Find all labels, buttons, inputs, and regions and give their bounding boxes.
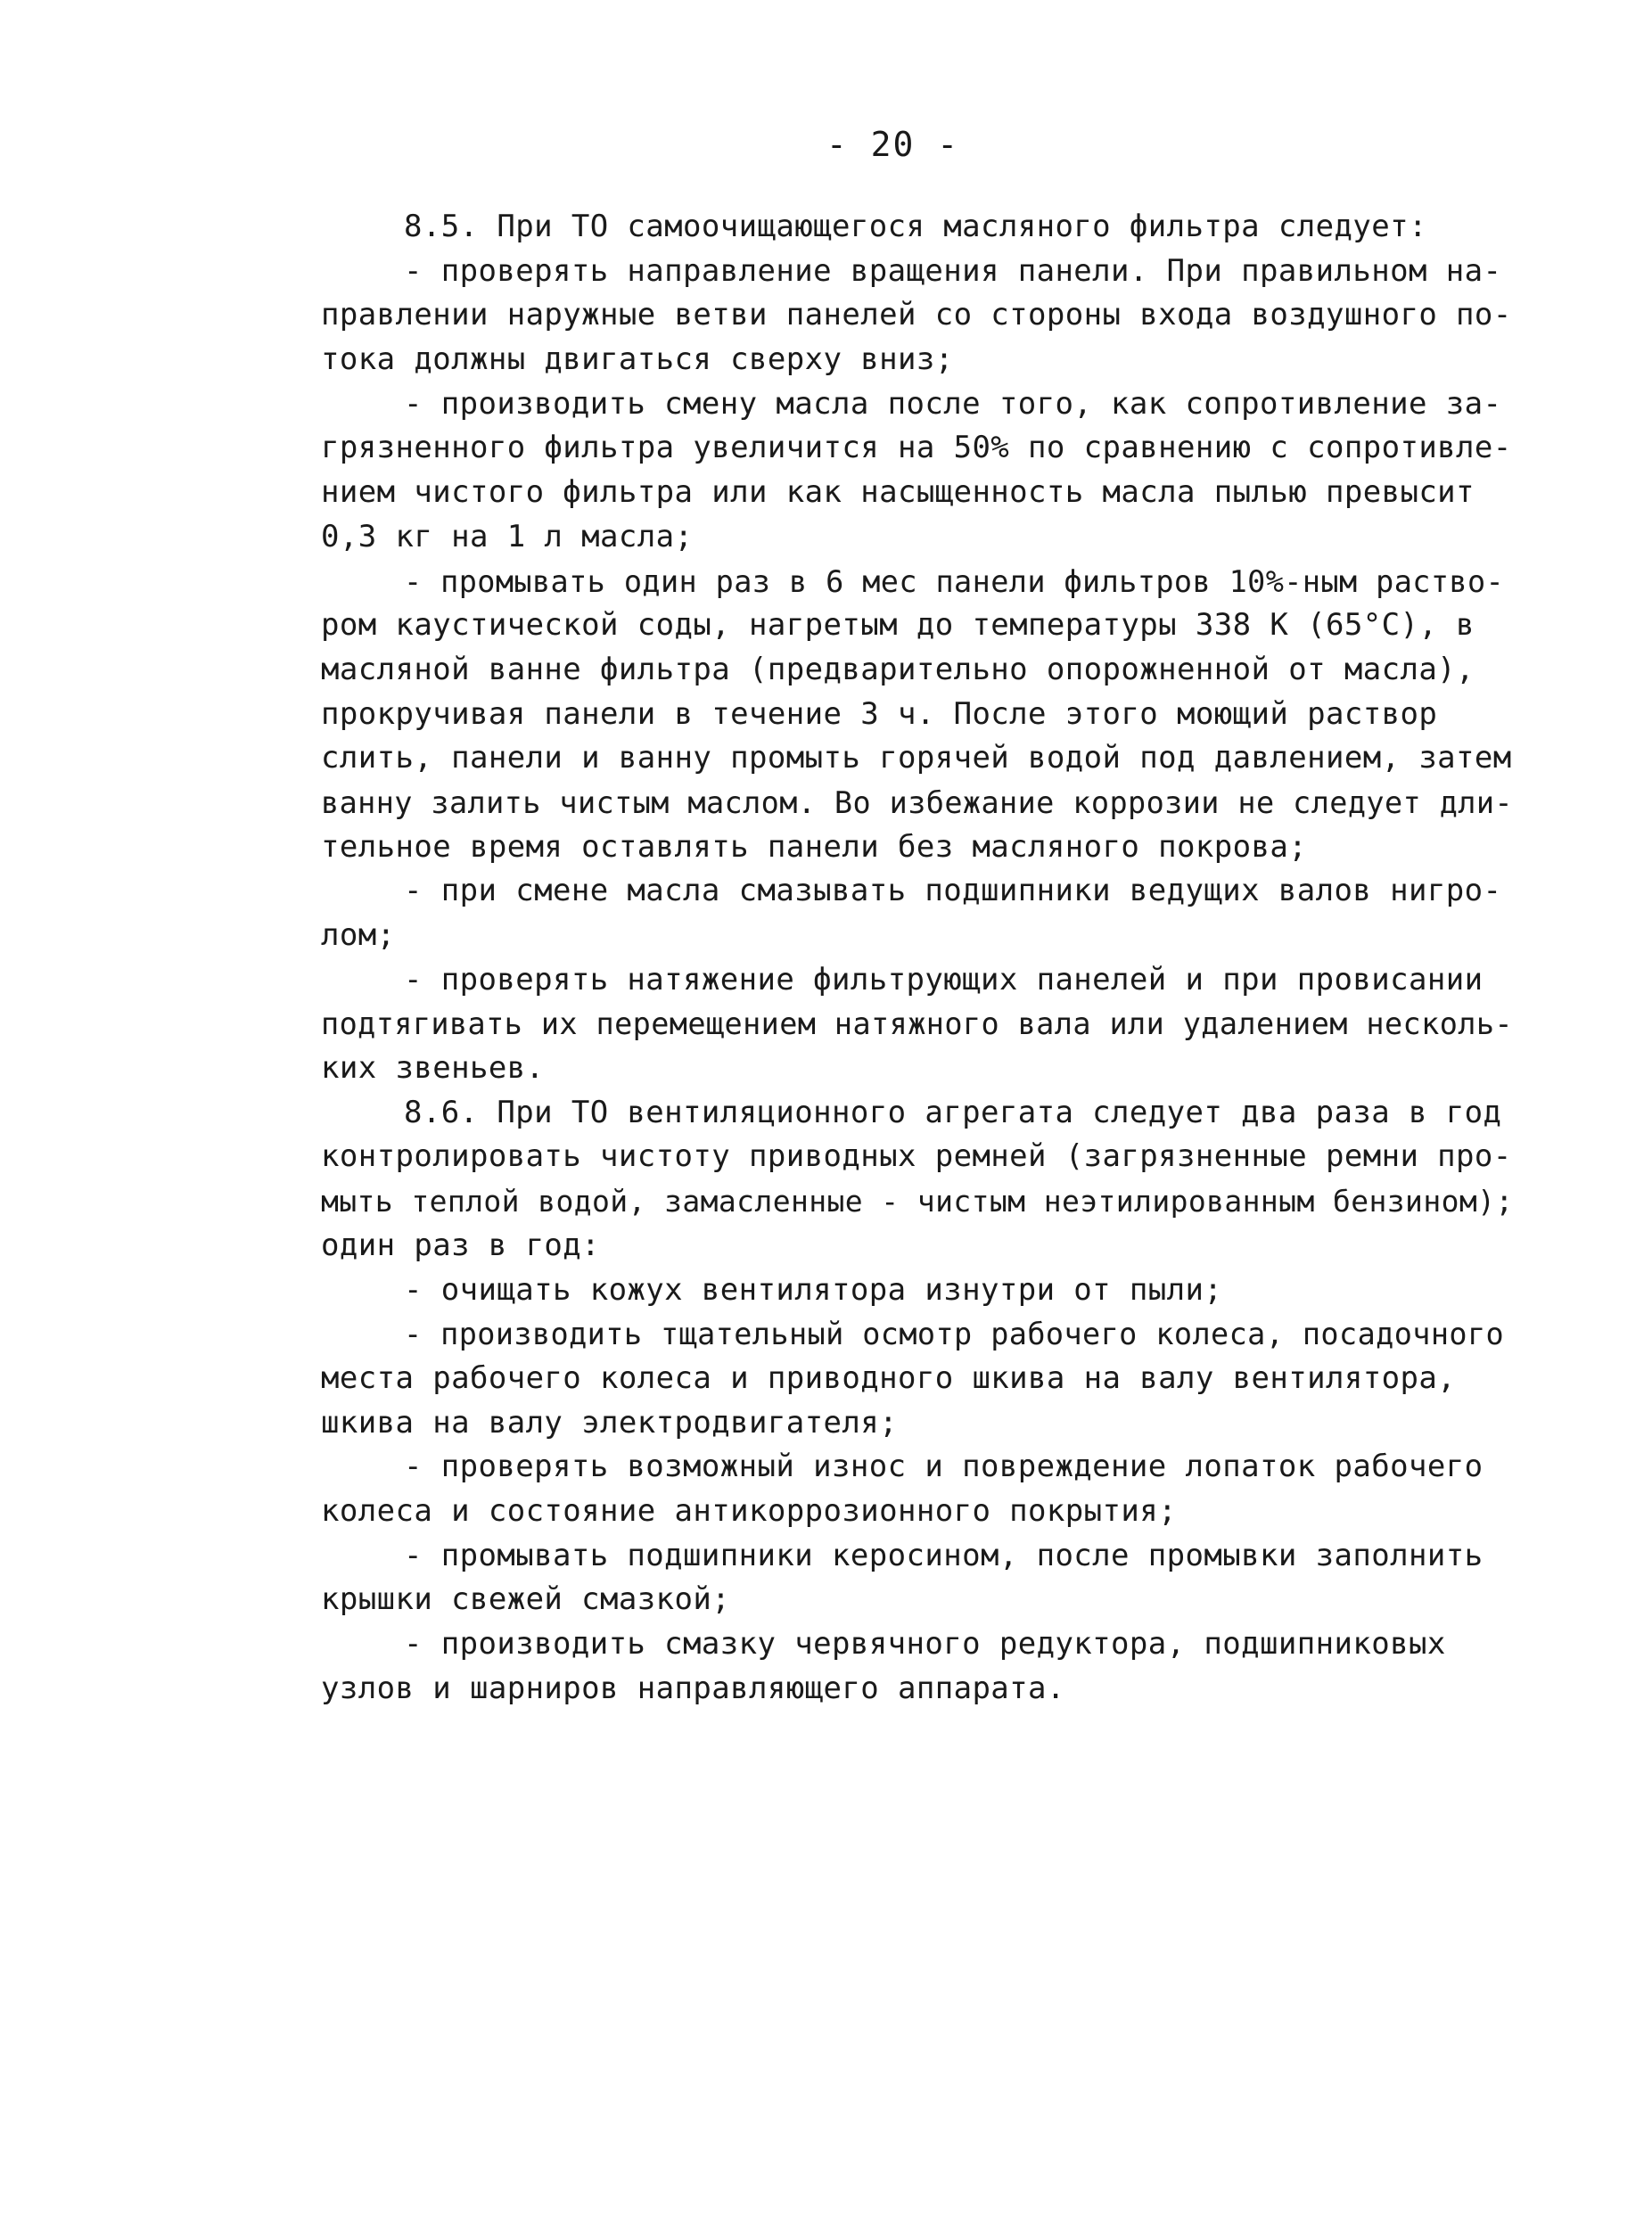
text-line: ванну залить чистым маслом. Во избежание коррозии не следует дли- [321,784,1513,820]
text-line: - производить смену масла после того, как сопротивление за- [404,385,1502,422]
text-line: колеса и состояние антикоррозионного покрытия; [321,1492,1178,1529]
text-line: 8.5. При ТО самоочищающегося масляного фильтра следует: [404,209,1427,244]
text-line: - промывать один раз в 6 мес панели фильтров 10%-ным раство- [404,563,1505,599]
text-line: один раз в год: [321,1227,601,1263]
text-line: контролировать чистоту приводных ремней (загрязненные ремни про- [321,1138,1512,1175]
text-line: правлении наружные ветви панелей со стороны входа воздушного по- [321,297,1512,333]
text-line: лом; [321,917,396,953]
text-line: слить, панели и ванну промыть горячей водой под давлением, затем [321,740,1512,776]
text-line: тельное время оставлять панели без масляного покрова; [321,828,1308,865]
text-line: - производить смазку червячного редуктора, подшипниковых [404,1626,1446,1662]
text-line: - производить тщательный осмотр рабочего колеса, посадочного [404,1317,1505,1352]
text-line: - проверять возможный износ и повреждение лопаток рабочего [404,1449,1484,1485]
text-line: нием чистого фильтра или как насыщенность масла пылью превысит [321,474,1475,511]
text-line: - проверять направление вращения панели. При правильном на- [404,252,1502,289]
text-line: масляной ванне фильтра (предварительно опорожненной от масла), [321,651,1475,687]
text-line: ром каустической соды, нагретым до температуры 338 К (65°С), в [321,607,1475,644]
text-line: шкива на валу электродвигателя; [321,1404,898,1441]
page-number: - 20 - [826,125,960,164]
text-line: мыть теплой водой, замасленные - чистым неэтилированным бензином); [321,1184,1514,1219]
text-line: - при смене масла смазывать подшипники ведущих валов нигро- [404,873,1502,909]
text-line: подтягивать их перемещением натяжного вала или удалением несколь- [321,1006,1513,1042]
text-line: - проверять натяжение фильтрующих панелей и при провисании [404,961,1484,998]
text-line: грязненного фильтра увеличится на 50% по сравнению с сопротивле- [321,430,1512,466]
text-line: места рабочего колеса и приводного шкива на валу вентилятора, [321,1359,1457,1396]
text-line: узлов и шарниров направляющего аппарата. [321,1670,1065,1706]
text-line: - промывать подшипники керосином, после промывки заполнить [404,1537,1484,1573]
text-line: тока должны двигаться сверху вниз; [321,341,954,378]
text-line: 0,3 кг на 1 л масла; [321,518,694,554]
text-line: ких звеньев. [321,1050,545,1087]
text-line: крышки свежей смазкой; [321,1581,731,1618]
text-line: прокручивая панели в течение 3 ч. После этого моющий раствор [321,695,1438,732]
text-line: - очищать кожух вентилятора изнутри от пыли; [404,1271,1223,1308]
body-text [321,205,1516,1711]
text-line: 8.6. При ТО вентиляционного агрегата следует два раза в год [404,1094,1502,1130]
